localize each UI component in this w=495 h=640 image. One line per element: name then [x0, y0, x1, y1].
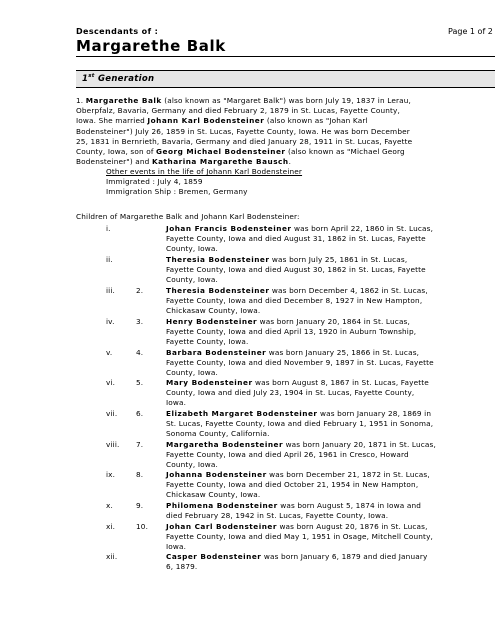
child-roman-numeral: ix. [106, 470, 116, 479]
child-roman-numeral: viii. [106, 440, 120, 449]
children-heading: Children of Margarethe Balk and Johann Karl Bodensteiner: [76, 212, 300, 221]
generation-heading [82, 73, 154, 84]
child-descendant-number: 10. [136, 522, 149, 531]
person-name: Margarethe Balk [85, 96, 162, 105]
child-details: was born December 21, 1872 in St. Lucas, Fayette County, Iowa and died October 21, 1954 in New Hampton, Chickasaw County, Iowa. [166, 470, 430, 500]
child-text [166, 440, 436, 471]
child-name: Elizabeth Margaret Bodensteiner [166, 409, 318, 418]
child-roman-numeral: xi. [106, 522, 116, 531]
child-roman-numeral: v. [106, 348, 113, 357]
generation-label: Generation [94, 73, 155, 84]
generation-ordinal: 1 [82, 73, 89, 84]
event-immigrated: Immigrated : July 4, 1859 [106, 177, 203, 186]
child-roman-numeral: i. [106, 224, 111, 233]
child-roman-numeral: x. [106, 501, 113, 510]
child-descendant-number: 2. [136, 286, 144, 295]
child-descendant-number: 5. [136, 378, 144, 387]
child-details: was born April 22, 1860 in St. Lucas, Fayette County, Iowa and died August 31, 1862 in St. Lucas, Fayette County, Iowa. [166, 224, 434, 254]
person-text-1: (also known as "Margaret Balk") was born July 19, 1837 in Lerau, Oberpfalz, Bavaria, Germany and died February 2, 1879 in St. Lucas, Fayette County, Iowa. She married [76, 96, 411, 126]
person-number: 1. [76, 96, 84, 105]
child-name: Theresia Bodensteiner [166, 255, 270, 264]
page-title: Margarethe Balk [76, 37, 226, 55]
child-descendant-number: 7. [136, 440, 144, 449]
child-descendant-number: 3. [136, 317, 144, 326]
child-details: was born August 20, 1876 in St. Lucas, Fayette County, Iowa and died May 1, 1951 in Osage, Mitchell County, Iowa. [166, 522, 434, 552]
child-name: Barbara Bodensteiner [166, 348, 267, 357]
child-name: Mary Bodensteiner [166, 378, 253, 387]
child-name: Casper Bodensteiner [166, 552, 262, 561]
child-roman-numeral: iv. [106, 317, 115, 326]
child-text [166, 409, 436, 440]
child-roman-numeral: iii. [106, 286, 116, 295]
generation-ordinal-suffix: st [88, 73, 95, 79]
child-name: Margaretha Bodensteiner [166, 440, 284, 449]
child-text [166, 470, 436, 501]
child-details: was born August 8, 1867 in St. Lucas, Fayette County, Iowa and died July 23, 1904 in St. Lucas, Fayette County, Iowa. [166, 378, 429, 408]
child-roman-numeral: xii. [106, 552, 118, 561]
child-name: Theresia Bodensteiner [166, 286, 270, 295]
events-title: Other events in the life of Johann Karl Bodensteiner [106, 167, 303, 176]
child-text [166, 378, 436, 409]
person-entry [76, 96, 421, 167]
title-divider [76, 56, 495, 57]
report-header-label: Descendants of : [76, 27, 159, 36]
child-details: was born January 28, 1869 in St. Lucas, Fayette County, Iowa and died February 1, 1951 in Sonoma, Sonoma County, California. [166, 409, 434, 439]
child-text [166, 224, 436, 255]
person-text-2: (also known as "Johan Karl Bodensteiner") July 26, 1859 in St. Lucas, Fayette County, Iowa. He was born December 25, 1831 in Bernrieth, Bavaria, Germany and died January 28, 1911 in St. Lucas, Fayette County, Iowa, son of [76, 116, 413, 157]
child-details: was born December 4, 1862 in St. Lucas, Fayette County, Iowa and died December 8, 1927 in New Hampton, Chickasaw County, Iowa. [166, 286, 428, 316]
child-text [166, 255, 436, 286]
child-details: was born July 25, 1861 in St. Lucas, Fayette County, Iowa and died August 30, 1862 in St. Lucas, Fayette County, Iowa. [166, 255, 426, 285]
child-name: Johanna Bodensteiner [166, 470, 267, 479]
generation-banner [76, 70, 495, 88]
child-name: Johan Carl Bodensteiner [166, 522, 277, 531]
person-text-4: . [288, 157, 292, 167]
spouse-name: Johann Karl Bodensteiner [147, 116, 265, 126]
child-descendant-number: 8. [136, 470, 144, 479]
child-text [166, 286, 436, 317]
mother-name: Katharina Margarethe Bausch [151, 157, 289, 167]
child-details: was born August 5, 1874 in Iowa and died February 28, 1942 in St. Lucas, Fayette County, Iowa. [166, 501, 422, 521]
child-text [166, 552, 436, 572]
child-details: was born January 20, 1871 in St. Lucas, Fayette County, Iowa and died April 26, 1961 in Cresco, Howard County, Iowa. [166, 440, 436, 470]
father-name: Georg Michael Bodensteiner [156, 147, 286, 157]
child-descendant-number: 4. [136, 348, 144, 357]
child-details: was born January 20, 1864 in St. Lucas, Fayette County, Iowa and died April 13, 1920 in Auburn Township, Fayette County, Iowa. [166, 317, 417, 347]
page-number: Page 1 of 2 [448, 27, 493, 36]
child-name: Henry Bodensteiner [166, 317, 258, 326]
child-descendant-number: 9. [136, 501, 144, 510]
child-roman-numeral: ii. [106, 255, 113, 264]
child-roman-numeral: vii. [106, 409, 118, 418]
child-descendant-number: 6. [136, 409, 144, 418]
child-name: Philomena Bodensteiner [166, 501, 278, 510]
child-text [166, 317, 436, 348]
child-roman-numeral: vi. [106, 378, 116, 387]
child-text [166, 501, 436, 521]
child-details: was born January 25, 1866 in St. Lucas, Fayette County, Iowa and died November 9, 1897 in St. Lucas, Fayette County, Iowa. [166, 348, 434, 378]
child-text [166, 348, 436, 379]
child-details: was born January 6, 1879 and died January 6, 1879. [166, 552, 428, 572]
child-text [166, 522, 436, 553]
person-text-3: (also known as "Michael Georg Bodensteiner") and [76, 147, 405, 167]
event-ship: Immigration Ship : Bremen, Germany [106, 187, 248, 196]
child-name: Johan Francis Bodensteiner [166, 224, 292, 233]
